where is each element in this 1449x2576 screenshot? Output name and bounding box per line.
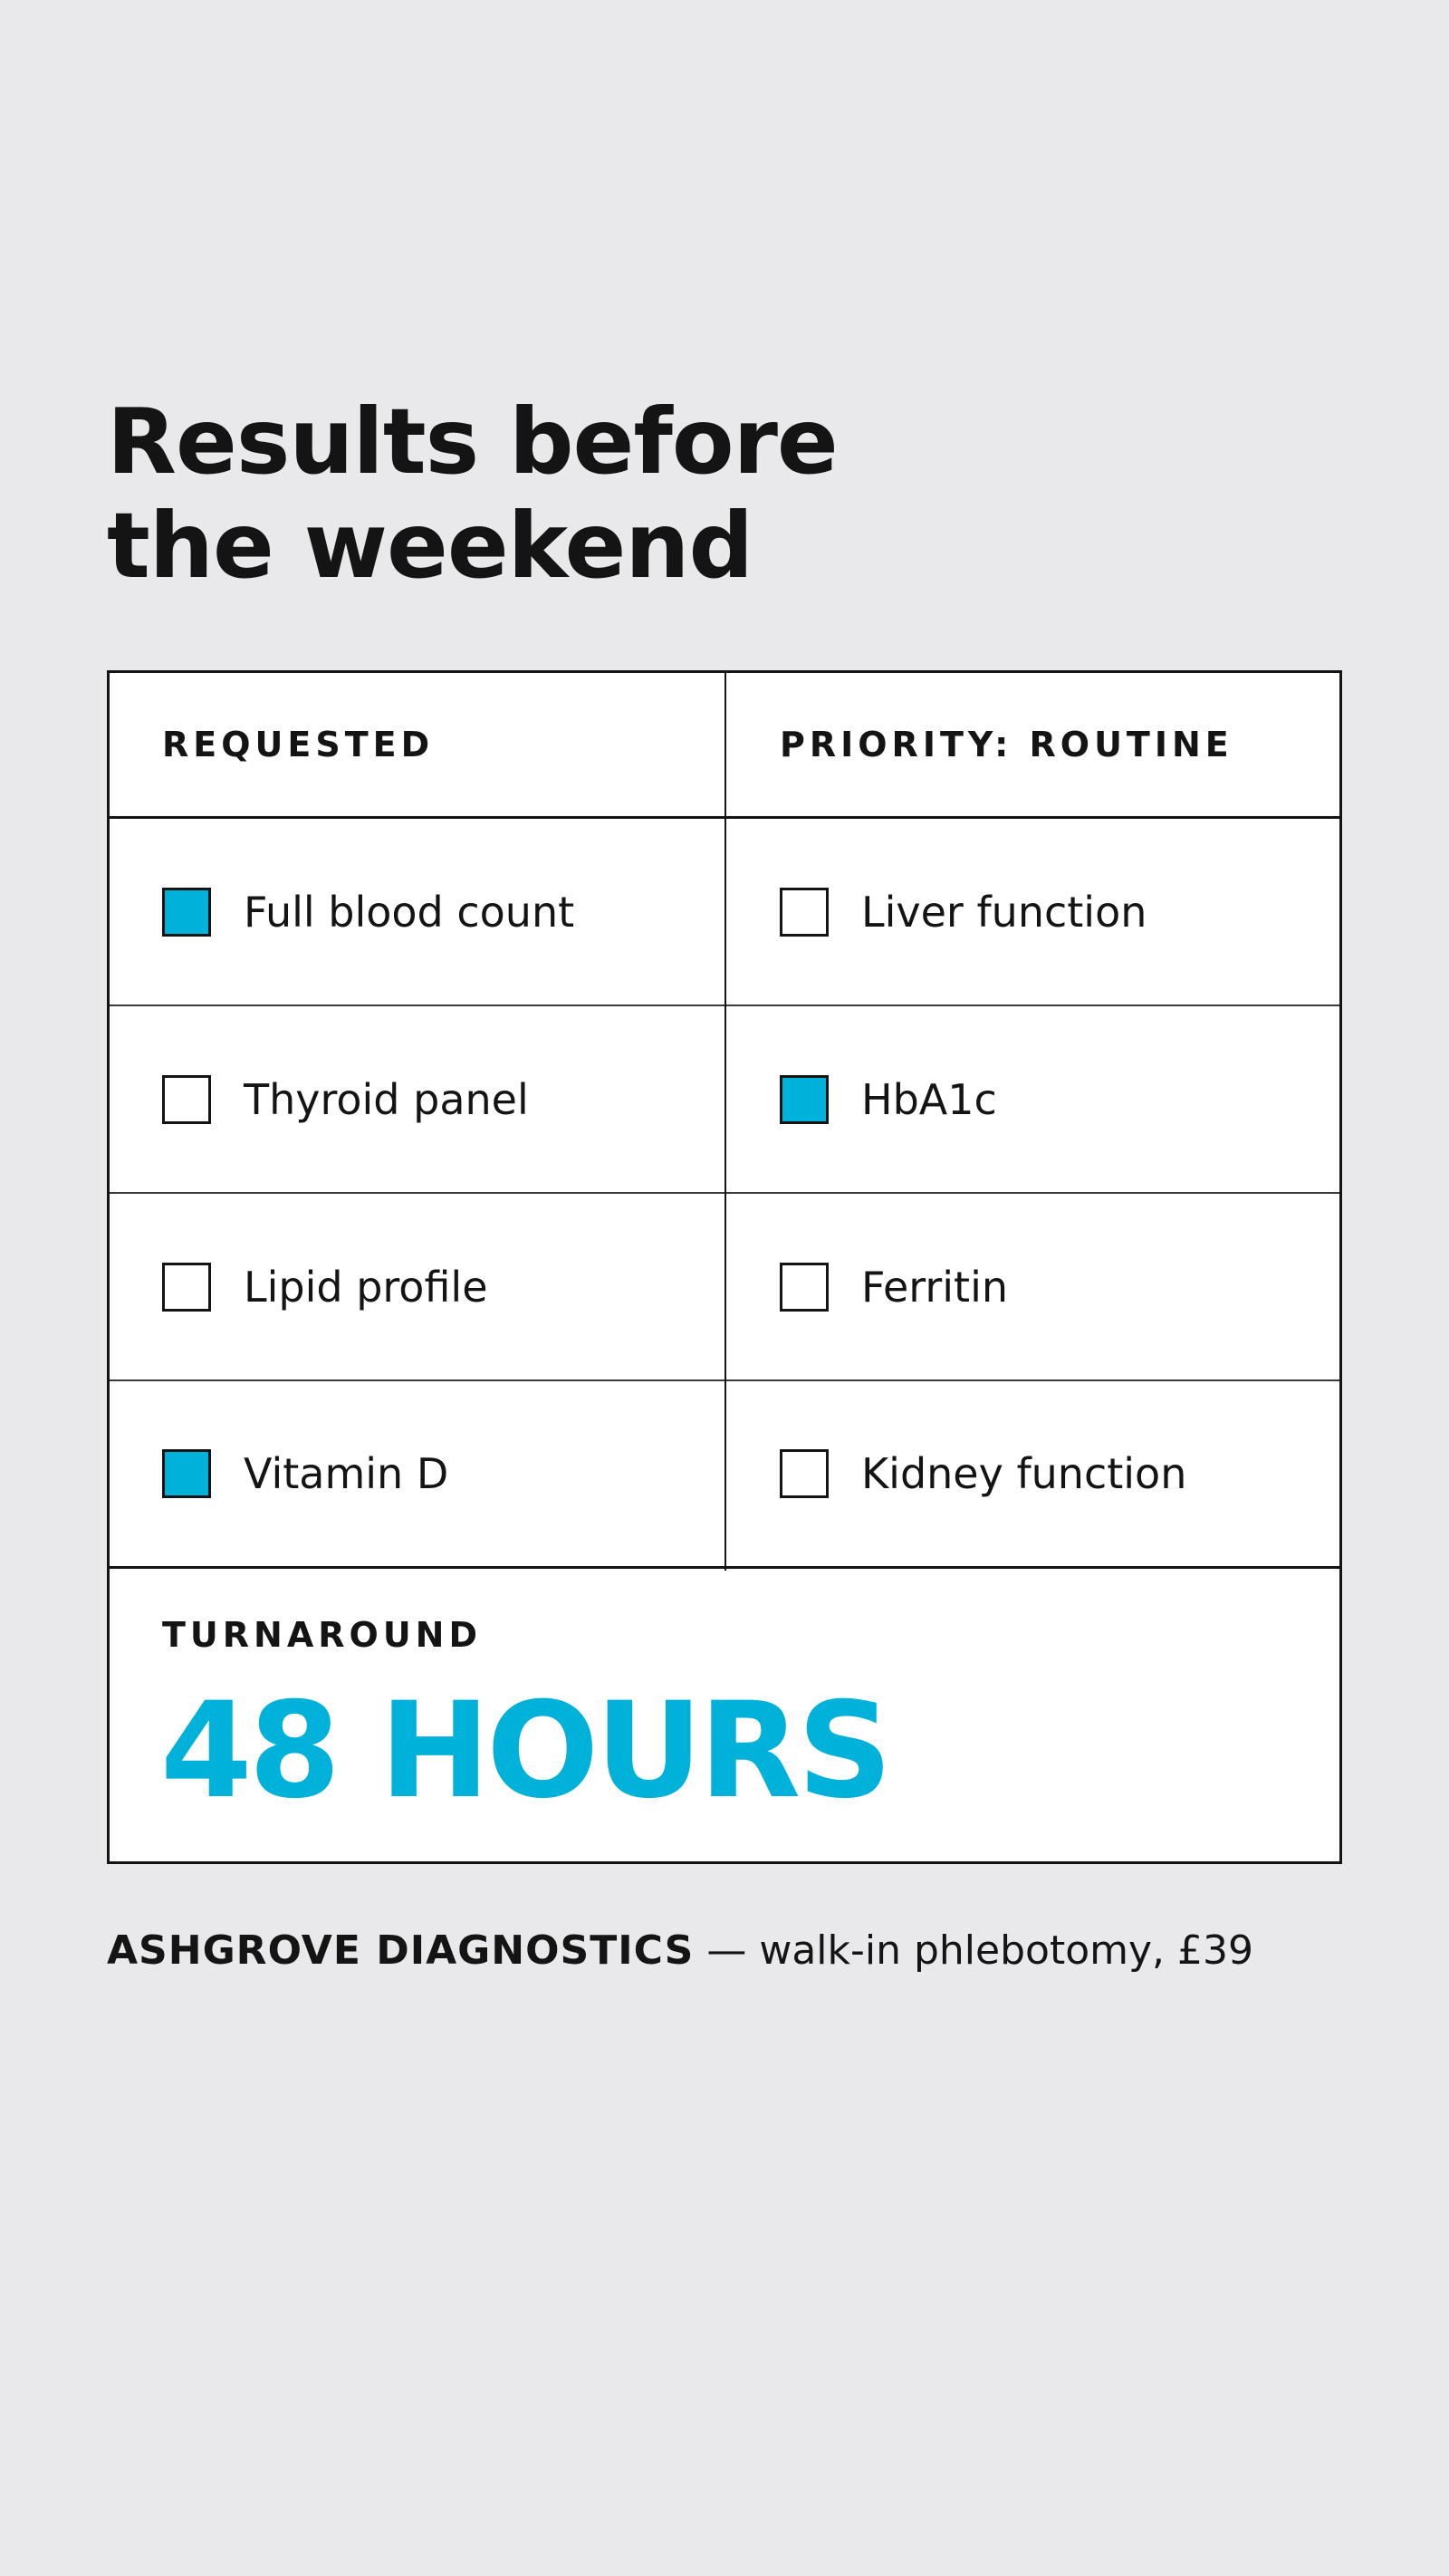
checkbox[interactable] bbox=[780, 1263, 829, 1312]
checkbox[interactable] bbox=[780, 1075, 829, 1124]
test-item-lipid-profile[interactable] bbox=[162, 1194, 488, 1379]
checkbox[interactable] bbox=[162, 888, 211, 937]
test-item-vitamin-d[interactable] bbox=[162, 1381, 448, 1566]
checkbox[interactable] bbox=[162, 1075, 211, 1124]
test-label: Ferritin bbox=[861, 1262, 1009, 1312]
headline bbox=[107, 389, 1103, 598]
checkbox[interactable] bbox=[162, 1263, 211, 1312]
headline-line-1: Results before bbox=[107, 389, 838, 495]
header-requested: REQUESTED bbox=[162, 725, 435, 764]
headline-line-2: the weekend bbox=[107, 493, 753, 599]
test-item-full-blood-count[interactable] bbox=[162, 819, 574, 1004]
test-request-card bbox=[107, 670, 1342, 1864]
test-label: Kidney function bbox=[861, 1449, 1187, 1498]
checkbox[interactable] bbox=[162, 1449, 211, 1498]
test-label: HbA1c bbox=[861, 1074, 997, 1124]
test-item-thyroid-panel[interactable] bbox=[162, 1006, 529, 1192]
test-item-hba1c[interactable] bbox=[780, 1006, 997, 1192]
brand-name: ASHGROVE DIAGNOSTICS bbox=[107, 1927, 695, 1974]
test-item-liver-function[interactable] bbox=[780, 819, 1147, 1004]
column-divider bbox=[724, 673, 726, 1571]
turnaround-label: TURNAROUND bbox=[162, 1615, 483, 1655]
test-label: Vitamin D bbox=[244, 1449, 449, 1498]
turnaround-value: 48 HOURS bbox=[160, 1674, 889, 1828]
test-label: Lipid profile bbox=[244, 1262, 488, 1312]
checkbox[interactable] bbox=[780, 888, 829, 937]
footer-line bbox=[107, 1927, 1253, 1974]
test-label: Full blood count bbox=[244, 887, 575, 937]
test-label: Liver function bbox=[861, 887, 1147, 937]
checkbox[interactable] bbox=[780, 1449, 829, 1498]
footer-text: — walk-in phlebotomy, £39 bbox=[694, 1927, 1253, 1974]
test-item-ferritin[interactable] bbox=[780, 1194, 1008, 1379]
test-item-kidney-function[interactable] bbox=[780, 1381, 1186, 1566]
test-label: Thyroid panel bbox=[244, 1074, 529, 1124]
header-priority: PRIORITY: ROUTINE bbox=[780, 725, 1233, 764]
